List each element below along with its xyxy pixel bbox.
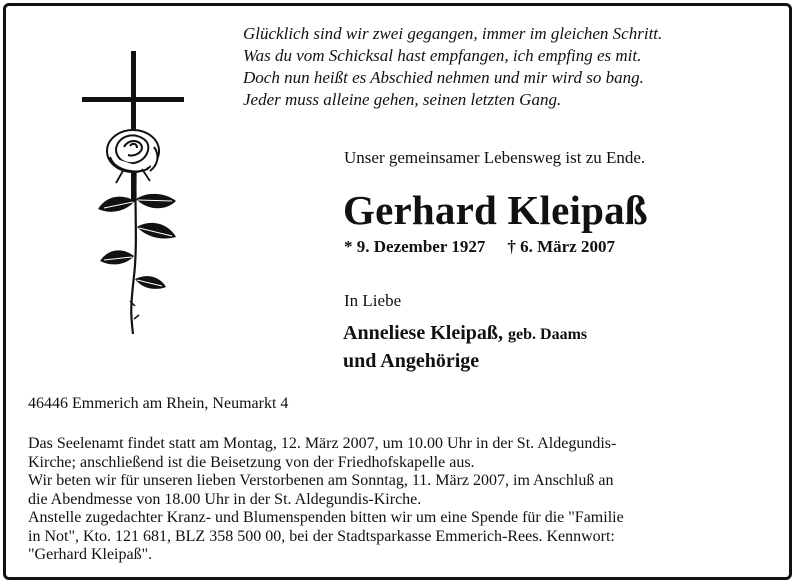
details-line: Anstelle zugedachter Kranz- und Blumenspenden bitten wir um eine Spende für die "Familie — [28, 509, 624, 526]
details-line: Das Seelenamt findet statt am Montag, 12. März 2007, um 10.00 Uhr in der St. Aldegundis- — [28, 435, 617, 452]
details-line: Kirche; anschließend ist die Beisetzung von der Friedhofskapelle aus. — [28, 453, 475, 471]
address: 46446 Emmerich am Rhein, Neumarkt 4 — [28, 395, 289, 412]
relatives-text: und Angehörige — [343, 350, 480, 372]
poem-line: Was du vom Schicksal hast empfangen, ich empfing es mit. — [243, 46, 642, 65]
intro-text: Unser gemeinsamer Lebensweg ist zu Ende. — [344, 148, 646, 167]
obituary-card — [3, 3, 792, 580]
details-line: "Gerhard Kleipaß". — [28, 546, 153, 563]
death-date: † 6. März 2007 — [507, 237, 615, 256]
details-line: in Not", Kto. 121 681, BLZ 358 500 00, bei der Stadtsparkasse Emmerich-Rees. Kennwort: — [28, 527, 615, 545]
cross-with-rose-icon — [76, 51, 196, 336]
poem-line: Jeder muss alleine gehen, seinen letzten Gang. — [243, 90, 562, 109]
details-line: Wir beten wir für unseren lieben Verstorbenen am Sonntag, 11. März 2007, im Anschluß an — [28, 472, 614, 489]
birth-date: * 9. Dezember 1927 — [344, 237, 486, 256]
poem-line: Glücklich sind wir zwei gegangen, immer im gleichen Schritt. — [243, 24, 663, 43]
deceased-name: Gerhard Kleipaß — [343, 187, 648, 233]
details-line: die Abendmesse von 18.00 Uhr in der St. Aldegundis-Kirche. — [28, 490, 422, 508]
life-dates — [344, 237, 615, 257]
service-details — [28, 435, 788, 565]
poem-line: Doch nun heißt es Abschied nehmen und mir wird so bang. — [243, 68, 644, 87]
mourner-full-name: Anneliese Kleipaß, — [343, 322, 504, 344]
mourner-maiden-name: geb. Daams — [508, 326, 588, 343]
poem — [243, 23, 783, 111]
in-love-text: In Liebe — [344, 291, 402, 310]
mourner-name — [343, 322, 587, 345]
